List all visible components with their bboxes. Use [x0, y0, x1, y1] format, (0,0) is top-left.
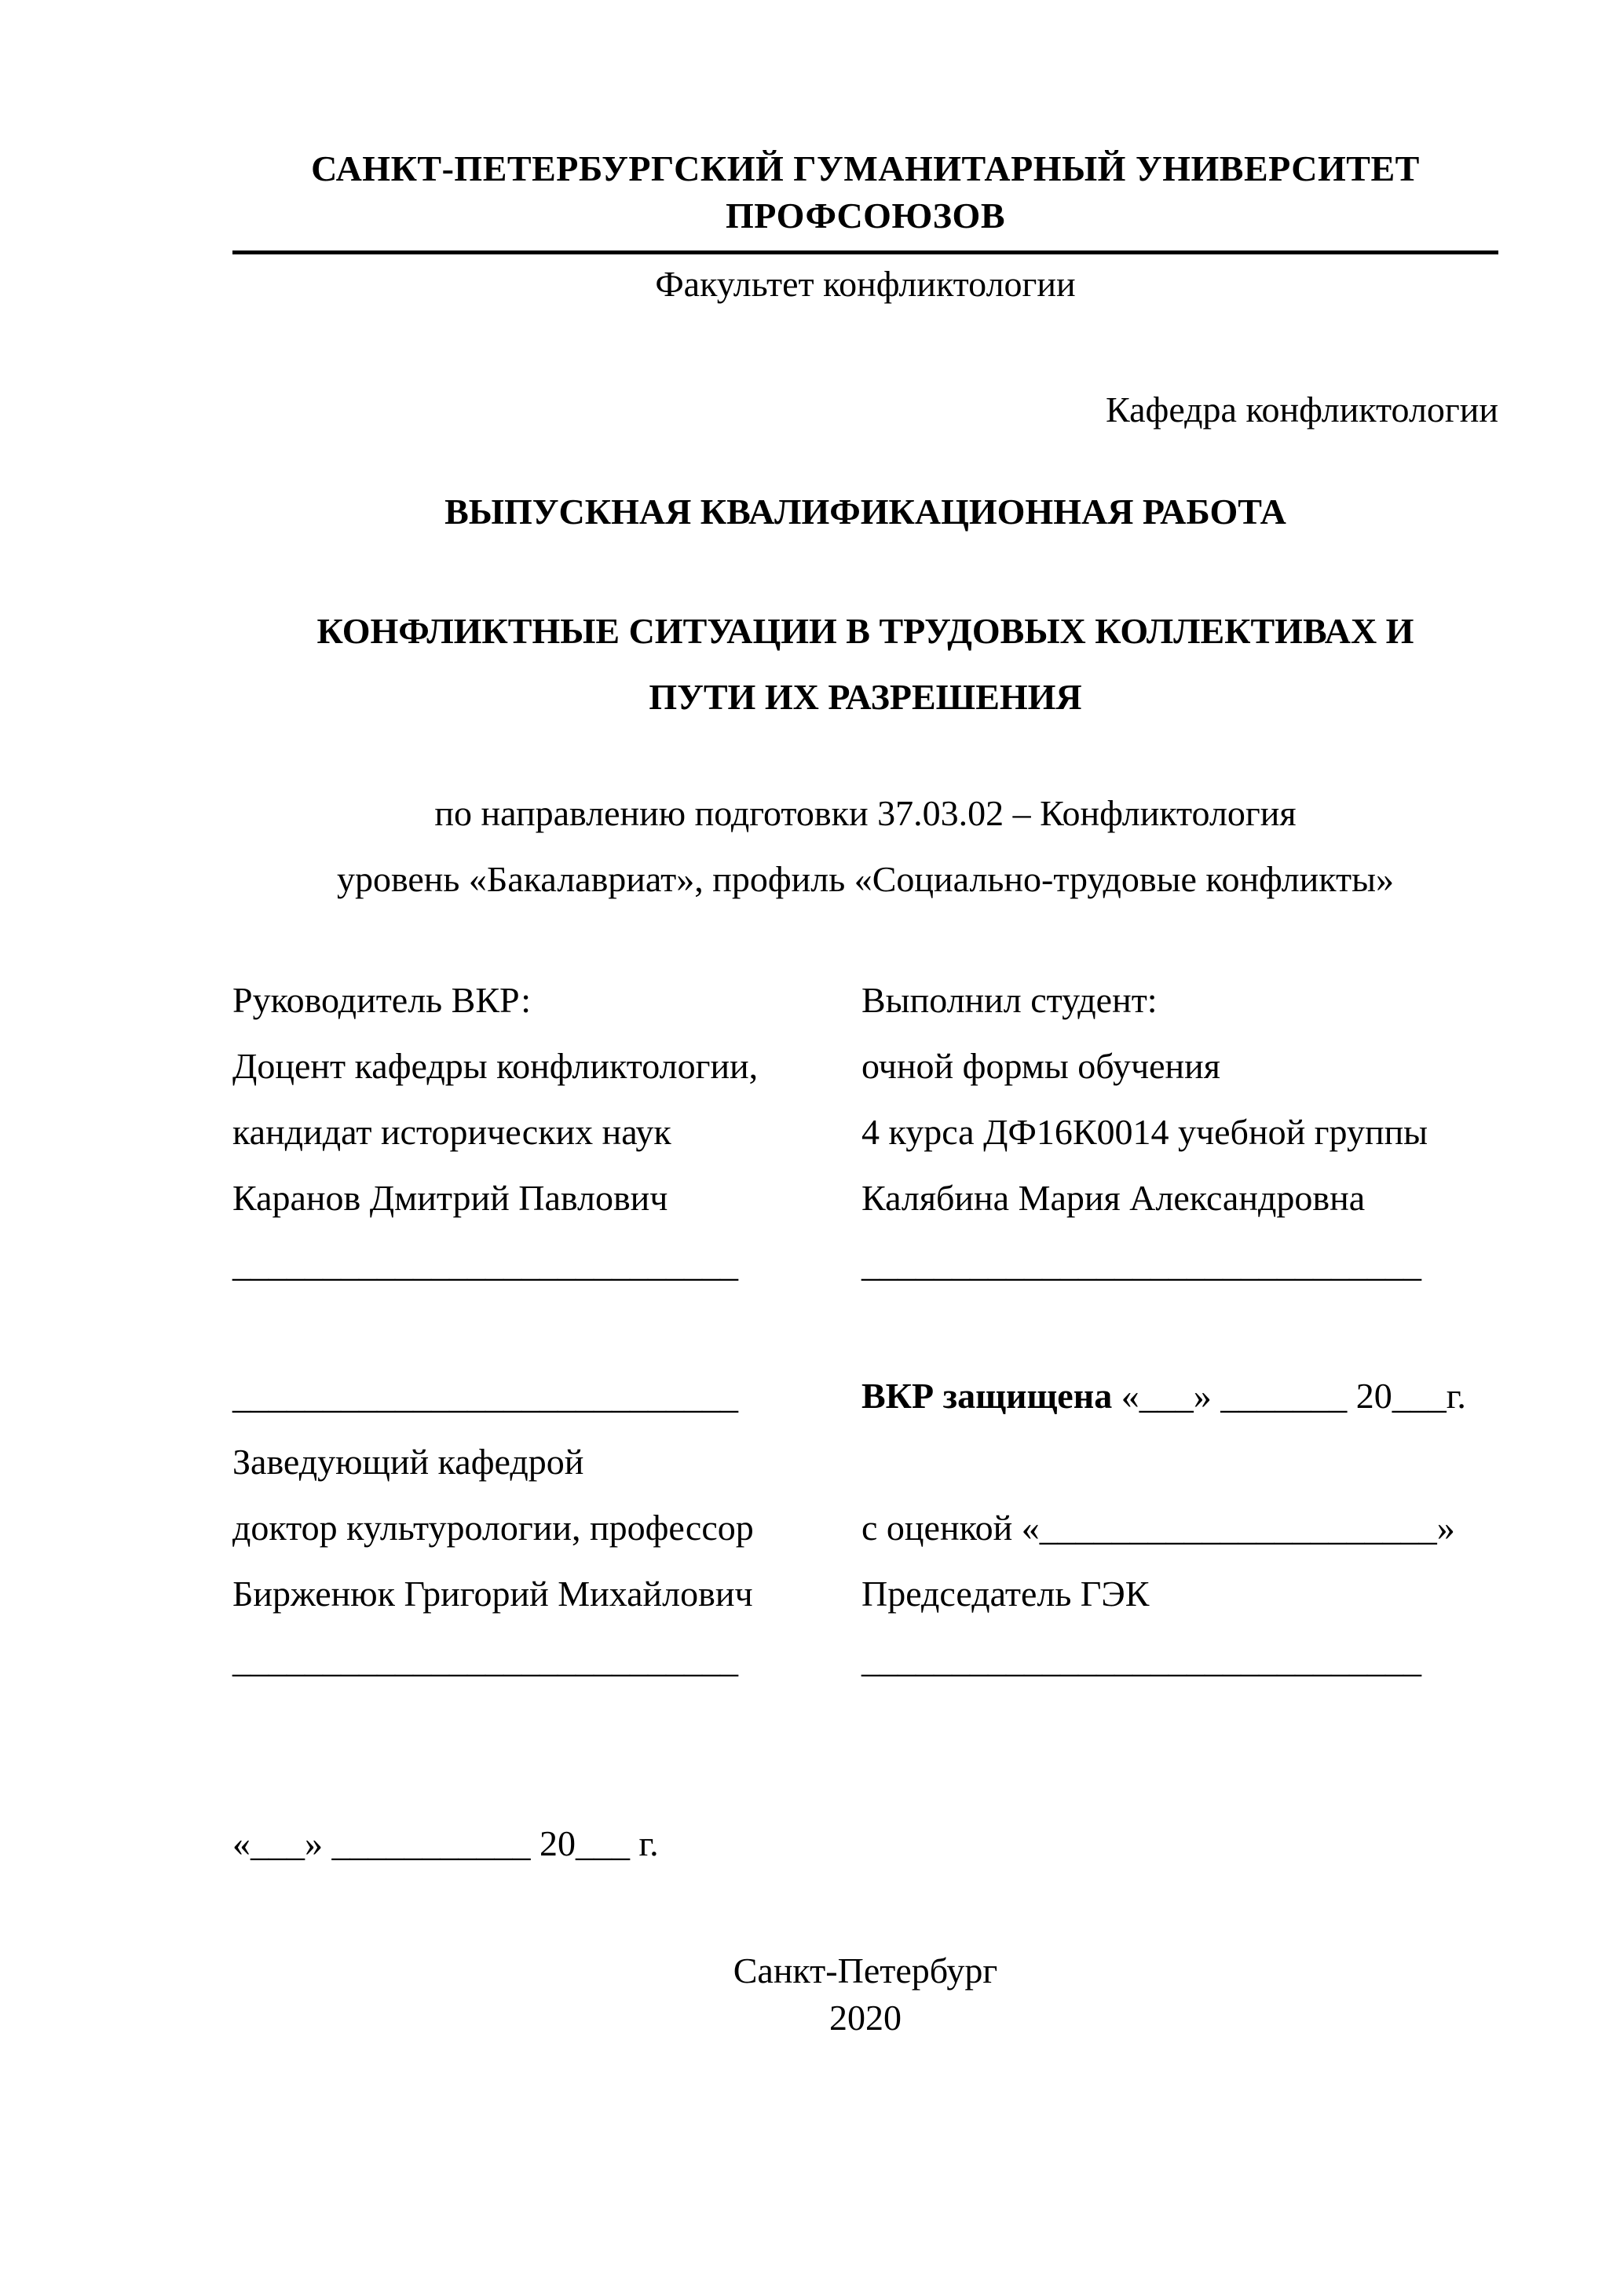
program-direction-line: по направлению подготовки 37.03.02 – Конфликтология [434, 793, 1297, 833]
supervisor-name: Каранов Дмитрий Павлович [232, 1178, 668, 1218]
supervisor-column [232, 967, 861, 1693]
head-label: Заведующий кафедрой [232, 1442, 584, 1482]
student-form: очной формы обучения [861, 1046, 1220, 1086]
chairman-label: Председатель ГЭК [861, 1574, 1150, 1614]
student-label: Выполнил студент: [861, 980, 1158, 1020]
thesis-title-line-2: ПУТИ ИХ РАЗРЕШЕНИЯ [649, 677, 1082, 717]
supervisor-signature-line: ____________________________ [232, 1244, 738, 1284]
year: 2020 [829, 1998, 902, 2038]
program-profile-line: уровень «Бакалавриат», профиль «Социально-трудовые конфликты» [336, 859, 1395, 899]
department-name: Кафедра конфликтологии [1106, 389, 1498, 430]
defended-date-blanks: «___» _______ 20___г. [1112, 1376, 1466, 1416]
work-type-heading: ВЫПУСКНАЯ КВАЛИФИКАЦИОННАЯ РАБОТА [444, 492, 1286, 532]
program-info [232, 781, 1498, 912]
thesis-title [232, 598, 1498, 730]
header-divider-line [232, 250, 1498, 254]
supervisor-degree: кандидат исторических наук [232, 1112, 671, 1152]
blank-row [861, 1297, 1498, 1363]
head-signature-line: ____________________________ [232, 1376, 738, 1416]
head-name: Бирженюк Григорий Михайлович [232, 1574, 753, 1614]
chairman-signature-line: _______________________________ [861, 1640, 1421, 1680]
city-name: Санкт-Петербург [733, 1951, 998, 1991]
head-signature-line-2: ____________________________ [232, 1640, 738, 1680]
blank-row [861, 1429, 1498, 1495]
student-column [861, 967, 1498, 1693]
student-signature-line: _______________________________ [861, 1244, 1421, 1284]
defended-label: ВКР защищена [861, 1376, 1113, 1416]
university-name: САНКТ-ПЕТЕРБУРГСКИЙ ГУМАНИТАРНЫЙ УНИВЕРСИТЕТ ПРОФСОЮЗОВ [311, 148, 1420, 236]
head-position: доктор культурологии, профессор [232, 1508, 754, 1548]
student-name: Калябина Мария Александровна [861, 1178, 1366, 1218]
thesis-title-line-1: КОНФЛИКТНЫЕ СИТУАЦИИ В ТРУДОВЫХ КОЛЛЕКТИВАХ И [316, 611, 1414, 651]
blank-row [232, 1297, 861, 1363]
signature-columns [232, 967, 1498, 1693]
defended-line [861, 1363, 1498, 1429]
supervisor-label: Руководитель ВКР: [232, 980, 532, 1020]
grade-line: с оценкой «______________________» [861, 1508, 1455, 1548]
student-group: 4 курса ДФ16К0014 учебной группы [861, 1112, 1428, 1152]
supervisor-position: Доцент кафедры конфликтологии, [232, 1046, 759, 1086]
approval-date-line: «___» ___________ 20___ г. [232, 1823, 659, 1863]
faculty-name: Факультет конфликтологии [655, 264, 1076, 304]
